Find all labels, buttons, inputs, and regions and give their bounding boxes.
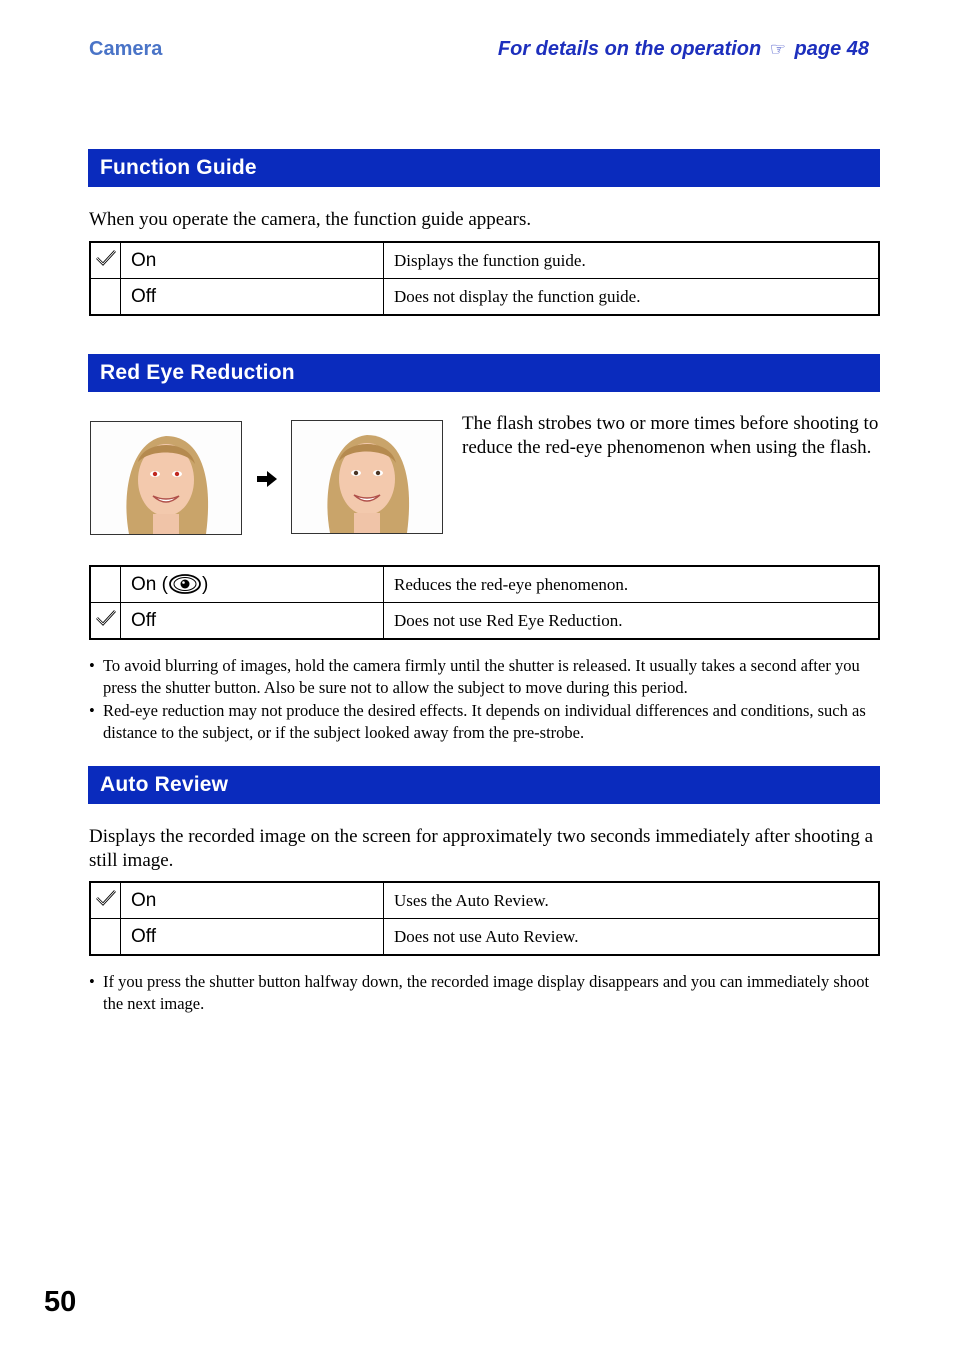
auto-review-notes [89,971,881,1016]
table-row[interactable] [90,882,879,919]
option-description: Does not display the function guide. [384,279,880,316]
header-details-text: For details on the operation [497,38,762,60]
option-label: On ( ) [121,566,384,603]
default-check-cell [90,279,121,316]
default-check-cell [90,242,121,279]
section-bar-red-eye-reduction [88,354,880,392]
table-row[interactable] [90,919,879,956]
header-details-reference[interactable] [498,38,869,61]
option-label: Off [121,603,384,640]
option-label: On [121,882,384,919]
section-title: Function Guide [100,156,257,179]
default-check-cell [90,603,121,640]
face-photo-after [291,420,443,534]
option-description: Reduces the red-eye phenomenon. [384,566,880,603]
table-row[interactable] [90,279,879,316]
list-item: • If you press the shutter button halfway down, the recorded image display disappears and you can immediately shoot the next image. [89,971,881,1014]
checkmark-icon [95,608,117,628]
section-bar-auto-review [88,766,880,804]
option-label: Off [121,919,384,956]
header-page-link[interactable]: page 48 [794,38,869,60]
table-row[interactable] [90,603,879,640]
default-check-cell [90,919,121,956]
function-guide-intro: When you operate the camera, the function guide appears. [89,209,532,230]
red-eye-options-table [89,565,880,640]
table-row[interactable] [90,242,879,279]
red-eye-description: The flash strobes two or more times before shooting to reduce the red-eye phenomenon when using the flash. [462,413,879,458]
auto-review-intro: Displays the recorded image on the screen for approximately two seconds immediately after shooting a still image. [89,826,874,871]
section-title: Red Eye Reduction [100,361,295,384]
red-eye-icon [168,573,202,595]
function-guide-options-table [89,241,880,316]
list-item: • To avoid blurring of images, hold the camera firmly until the shutter is released. It usually takes a second after you press the shutter button. Also be sure not to allow the subject to move during this period. [89,655,881,698]
auto-review-options-table [89,881,880,956]
option-description: Displays the function guide. [384,242,880,279]
section-bar-function-guide [88,149,880,187]
option-description: Uses the Auto Review. [384,882,880,919]
table-row[interactable] [90,566,879,603]
option-label: On [121,242,384,279]
option-label: Off [121,279,384,316]
checkmark-icon [95,248,117,268]
face-photo-before [90,421,242,535]
pointing-hand-icon: ☞ [769,39,786,59]
page-number: 50 [44,1286,77,1318]
arrow-right-icon [256,470,278,488]
section-title: Auto Review [100,773,229,796]
header-section-label: Camera [89,38,163,60]
list-item: • Red-eye reduction may not produce the desired effects. It depends on individual differences and conditions, such as distance to the subject, or if the subject looked away from the pre-strobe. [89,700,881,743]
checkmark-icon [95,888,117,908]
option-description: Does not use Red Eye Reduction. [384,603,880,640]
default-check-cell [90,882,121,919]
option-description: Does not use Auto Review. [384,919,880,956]
red-eye-notes [89,655,881,745]
default-check-cell [90,566,121,603]
